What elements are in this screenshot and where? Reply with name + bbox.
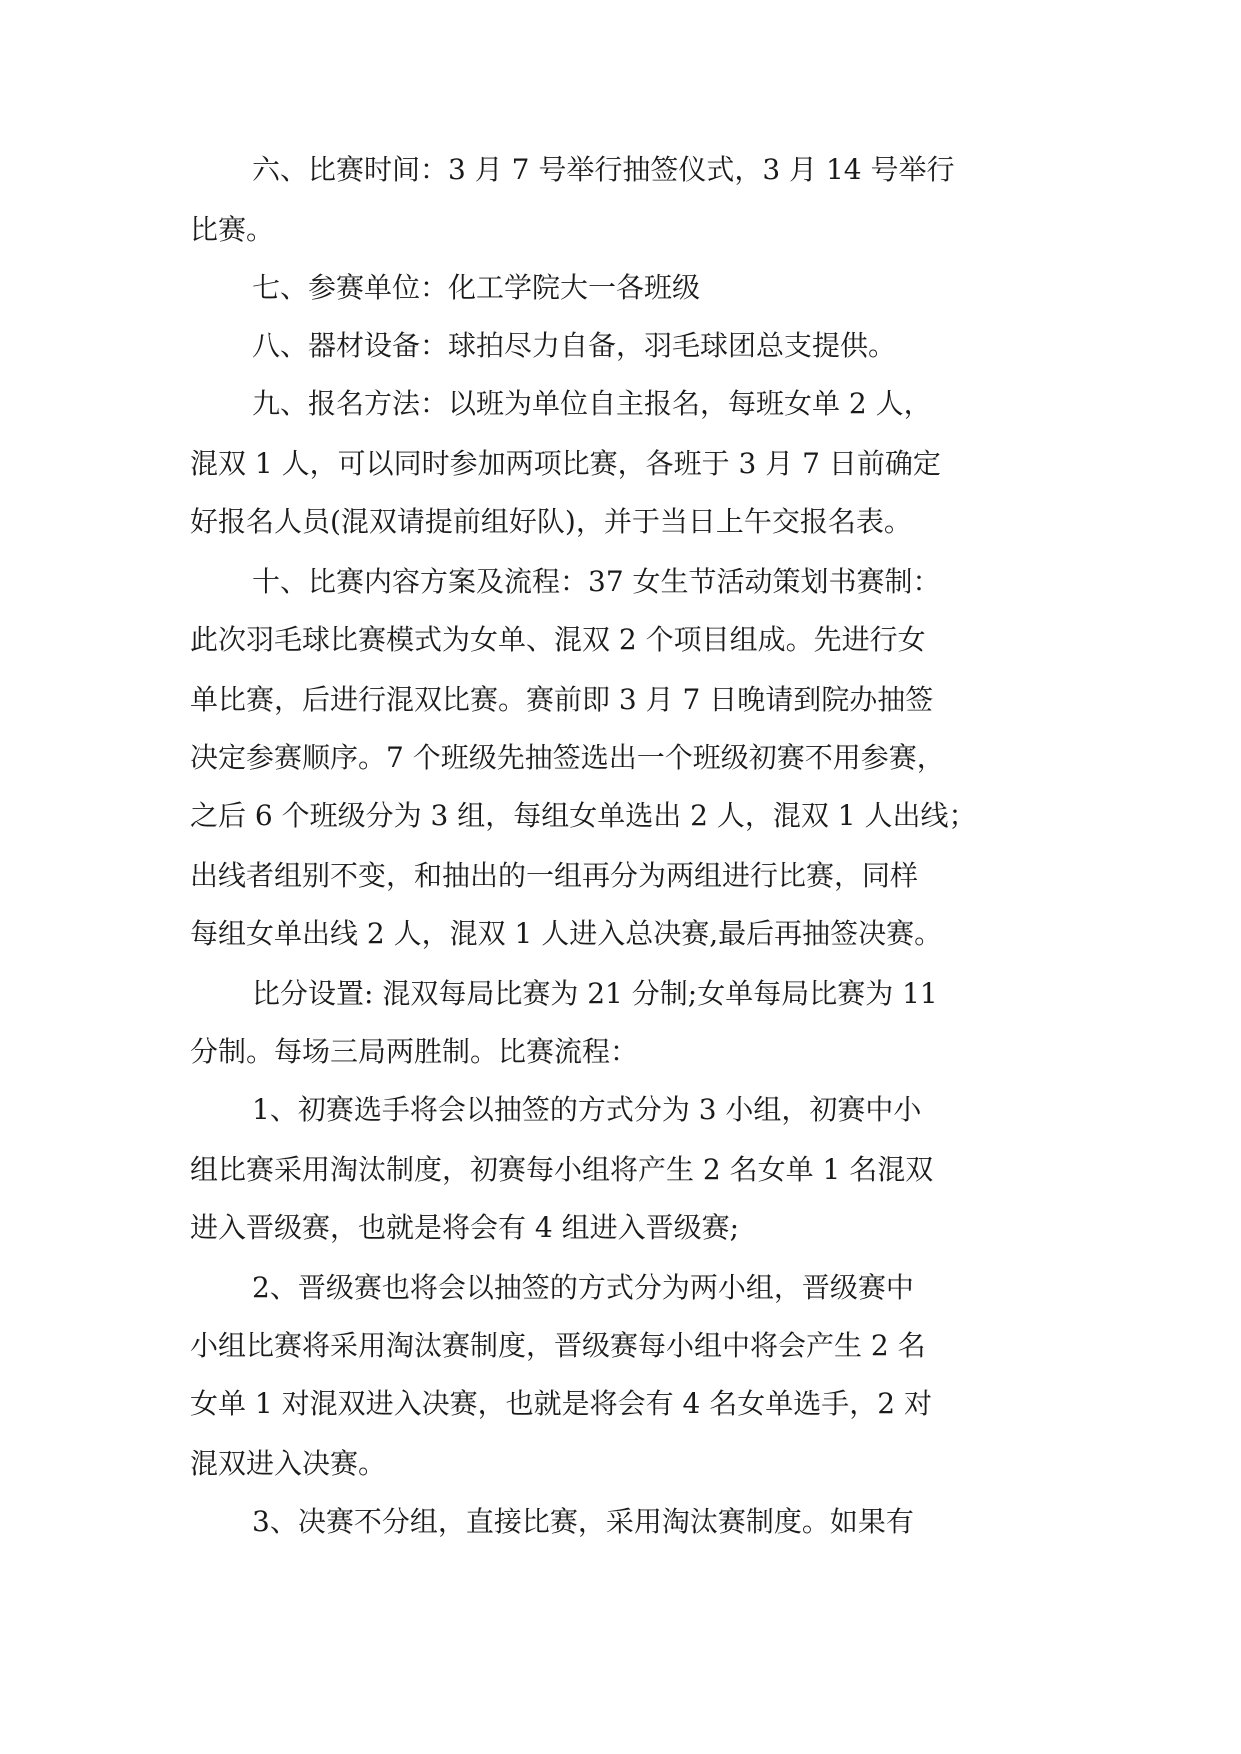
text-line: 出线者组别不变，和抽出的一组再分为两组进行比赛，同样 bbox=[190, 859, 919, 892]
text-line: 七、参赛单位：化工学院大一各班级 bbox=[252, 271, 701, 304]
text-line: 好报名人员(混双请提前组好队)，并于当日上午交报名表。 bbox=[190, 505, 912, 538]
text-line: 分制。每场三局两胜制。比赛流程： bbox=[190, 1035, 639, 1068]
text-line: 单比赛，后进行混双比赛。赛前即 3 月 7 日晚请到院办抽签 bbox=[190, 683, 934, 716]
text-line: 比赛。 bbox=[190, 213, 275, 246]
text-line: 2、晋级赛也将会以抽签的方式分为两小组，晋级赛中 bbox=[252, 1271, 914, 1304]
text-line: 比分设置: 混双每局比赛为 21 分制;女单每局比赛为 11 bbox=[252, 977, 938, 1010]
text-line: 组比赛采用淘汰制度，初赛每小组将产生 2 名女单 1 名混双 bbox=[190, 1153, 934, 1186]
text-line: 混双 1 人，可以同时参加两项比赛，各班于 3 月 7 日前确定 bbox=[190, 447, 941, 480]
text-line: 九、报名方法：以班为单位自主报名，每班女单 2 人， bbox=[252, 387, 932, 420]
text-line: 小组比赛将采用淘汰赛制度，晋级赛每小组中将会产生 2 名 bbox=[190, 1329, 926, 1362]
text-line: 之后 6 个班级分为 3 组，每组女单选出 2 人，混双 1 人出线； bbox=[190, 799, 977, 832]
text-line: 八、器材设备：球拍尽力自备，羽毛球团总支提供。 bbox=[252, 329, 897, 362]
text-line: 决定参赛顺序。7 个班级先抽签选出一个班级初赛不用参赛， bbox=[190, 741, 945, 774]
text-line: 混双进入决赛。 bbox=[190, 1447, 387, 1480]
text-line: 此次羽毛球比赛模式为女单、混双 2 个项目组成。先进行女 bbox=[190, 623, 926, 656]
text-line: 六、比赛时间：3 月 7 号举行抽签仪式，3 月 14 号举行 bbox=[252, 153, 955, 186]
text-line: 十、比赛内容方案及流程：37 女生节活动策划书赛制： bbox=[252, 565, 941, 598]
text-line: 3、决赛不分组，直接比赛，采用淘汰赛制度。如果有 bbox=[252, 1505, 914, 1538]
text-line: 进入晋级赛，也就是将会有 4 组进入晋级赛; bbox=[190, 1211, 740, 1244]
text-line: 1、初赛选手将会以抽签的方式分为 3 小组，初赛中小 bbox=[252, 1093, 922, 1126]
text-line: 女单 1 对混双进入决赛，也就是将会有 4 名女单选手，2 对 bbox=[190, 1387, 932, 1420]
text-line: 每组女单出线 2 人，混双 1 人进入总决赛,最后再抽签决赛。 bbox=[190, 917, 943, 950]
